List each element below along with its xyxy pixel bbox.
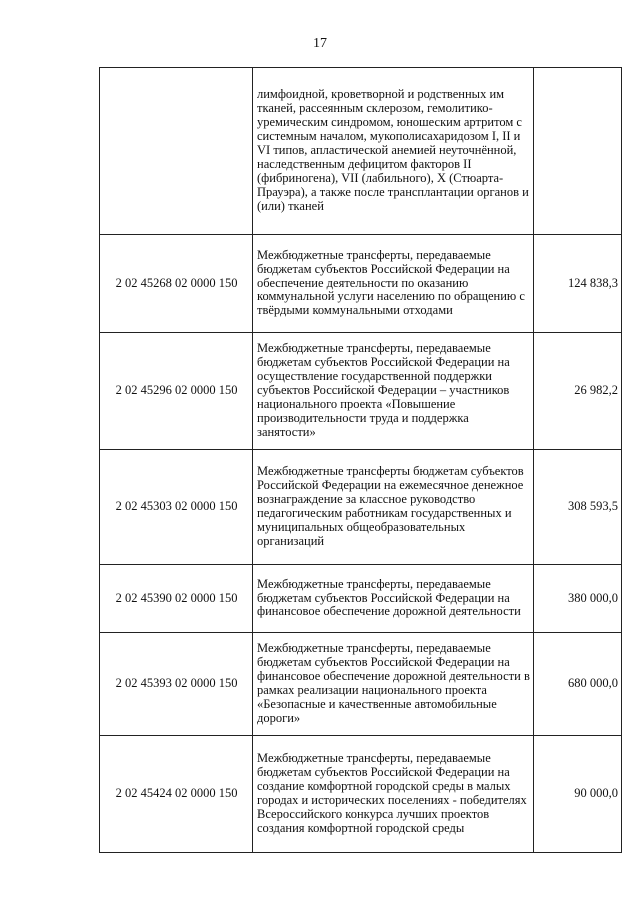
description-cell: Межбюджетные трансферты бюджетам субъектов Российской Федерации на ежемесячное денежное вознаграждение за классное руководство педагогическим работникам государственных и муниципальных общеобразовательных организаций (253, 450, 534, 565)
budget-code-cell: 2 02 45393 02 0000 150 (100, 633, 253, 736)
page-number: 17 (313, 36, 327, 51)
table-row (100, 633, 622, 736)
budget-code-cell: 2 02 45296 02 0000 150 (100, 333, 253, 450)
budget-code-cell: 2 02 45390 02 0000 150 (100, 565, 253, 633)
budget-code-cell: 2 02 45424 02 0000 150 (100, 736, 253, 853)
table-row (100, 450, 622, 565)
description-cell: Межбюджетные трансферты, передаваемые бюджетам субъектов Российской Федерации на обеспечение деятельности по оказанию коммунальной услуги населению по обращению с твёрдыми коммунальными отходами (253, 235, 534, 333)
budget-code-cell: 2 02 45268 02 0000 150 (100, 235, 253, 333)
budget-code-cell (100, 68, 253, 235)
amount-cell: 124 838,3 (534, 235, 622, 333)
table-row (100, 736, 622, 853)
table-row (100, 68, 622, 235)
description-cell: Межбюджетные трансферты, передаваемые бюджетам субъектов Российской Федерации на осуществление государственной поддержки субъектов Российской Федерации – участников национального проекта «Повышение производительности труда и поддержка занятости» (253, 333, 534, 450)
amount-cell: 26 982,2 (534, 333, 622, 450)
amount-cell: 308 593,5 (534, 450, 622, 565)
description-cell: Межбюджетные трансферты, передаваемые бюджетам субъектов Российской Федерации на финансовое обеспечение дорожной деятельности в рамках реализации национального проекта «Безопасные и качественные автомобильные дороги» (253, 633, 534, 736)
amount-cell: 90 000,0 (534, 736, 622, 853)
budget-code-cell: 2 02 45303 02 0000 150 (100, 450, 253, 565)
table-row (100, 565, 622, 633)
amount-cell: 680 000,0 (534, 633, 622, 736)
table-row (100, 333, 622, 450)
description-cell: Межбюджетные трансферты, передаваемые бюджетам субъектов Российской Федерации на финансовое обеспечение дорожной деятельности (253, 565, 534, 633)
amount-cell (534, 68, 622, 235)
description-cell: Межбюджетные трансферты, передаваемые бюджетам субъектов Российской Федерации на создание комфортной городской среды в малых городах и исторических поселениях - победителях Всероссийского конкурса лучших проектов создания комфортной городской среды (253, 736, 534, 853)
table-row (100, 235, 622, 333)
amount-cell: 380 000,0 (534, 565, 622, 633)
description-cell: лимфоидной, кроветворной и родственных им тканей, рассеянным склерозом, гемолитико-уремическим синдромом, юношеским артритом с системным началом, мукополисахаридозом I, II и VI типов, апластической анемией неуточнённой, наследственным дефицитом факторов II (фибриногена), VII (лабильного), X (Стюарта-Прауэра), а также после трансплантации органов и (или) тканей (253, 68, 534, 235)
budget-table (99, 67, 622, 853)
